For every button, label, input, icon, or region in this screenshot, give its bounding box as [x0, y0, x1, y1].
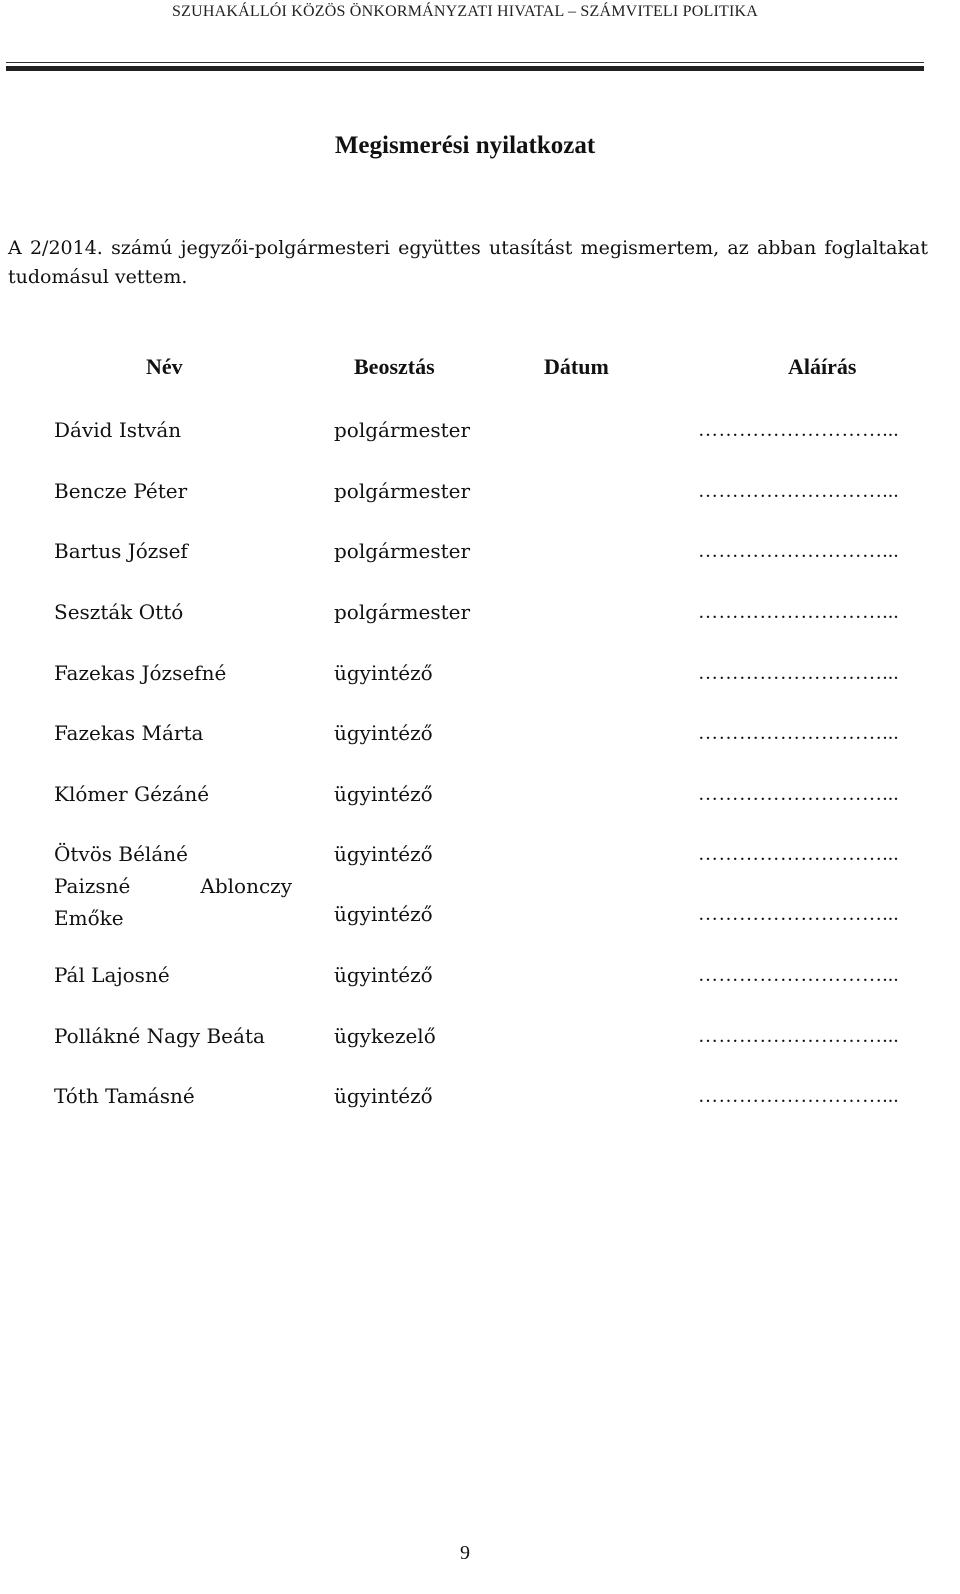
row-role: ügyintéző — [334, 1084, 433, 1108]
signature-line: ………………………... — [698, 480, 899, 502]
row-name: Fazekas Márta — [54, 721, 204, 745]
row-role: ügykezelő — [334, 1024, 436, 1048]
row-name: Seszták Ottó — [54, 600, 184, 624]
signature-line: ………………………... — [698, 662, 899, 684]
column-header-name: Név — [146, 354, 183, 379]
column-header-date: Dátum — [544, 354, 609, 379]
row-name-part: Emőke — [54, 906, 124, 930]
signature-line: ………………………... — [698, 601, 899, 623]
row-name: Ötvös Béláné — [54, 842, 188, 866]
row-role: ügyintéző — [334, 782, 433, 806]
row-name: Dávid István — [54, 418, 182, 442]
column-header-signature: Aláírás — [788, 354, 857, 379]
column-header-position: Beosztás — [354, 354, 435, 379]
signature-line: ………………………... — [698, 783, 899, 805]
row-role: polgármester — [334, 418, 471, 442]
signature-line: ………………………... — [698, 1085, 899, 1107]
row-role: polgármester — [334, 479, 471, 503]
row-role: ügyintéző — [334, 721, 433, 745]
document-title: Megismerési nyilatkozat — [334, 132, 596, 159]
row-name: Klómer Gézáné — [54, 782, 210, 806]
row-name: Pál Lajosné — [54, 963, 170, 987]
signature-line: ………………………... — [698, 903, 899, 925]
signature-line: ………………………... — [698, 964, 899, 986]
row-name: Pollákné Nagy Beáta — [54, 1024, 265, 1048]
row-role: ügyintéző — [334, 963, 433, 987]
signature-line: ………………………... — [698, 1025, 899, 1047]
row-name: Fazekas Józsefné — [54, 661, 227, 685]
signature-line: ………………………... — [698, 540, 899, 562]
intro-paragraph: A 2/2014. számú jegyzői-polgármesteri együttes utasítást megismertem, az abban foglaltakat tudomásul vettem. — [8, 237, 928, 288]
row-name: Tóth Tamásné — [54, 1084, 195, 1108]
header-rule-thin — [6, 62, 924, 63]
row-name-part: Paizsné — [54, 874, 131, 898]
row-name-part: Ablonczy — [200, 874, 292, 898]
signature-line: ………………………... — [698, 419, 899, 441]
row-role: ügyintéző — [334, 661, 433, 685]
row-name: Bencze Péter — [54, 479, 188, 503]
row-role: ügyintéző — [334, 902, 433, 926]
row-role: polgármester — [334, 539, 471, 563]
page-number: 9 — [460, 1542, 470, 1564]
row-role: polgármester — [334, 600, 471, 624]
running-header: SZUHAKÁLLÓI KÖZÖS ÖNKORMÁNYZATI HIVATAL – SZÁMVITELI POLITIKA — [172, 3, 758, 20]
row-name: Bartus József — [54, 539, 188, 563]
row-role: ügyintéző — [334, 842, 433, 866]
row-name — [54, 870, 292, 934]
header-rule-thick — [6, 66, 924, 71]
signature-line: ………………………... — [698, 722, 899, 744]
signature-line: ………………………... — [698, 843, 899, 865]
